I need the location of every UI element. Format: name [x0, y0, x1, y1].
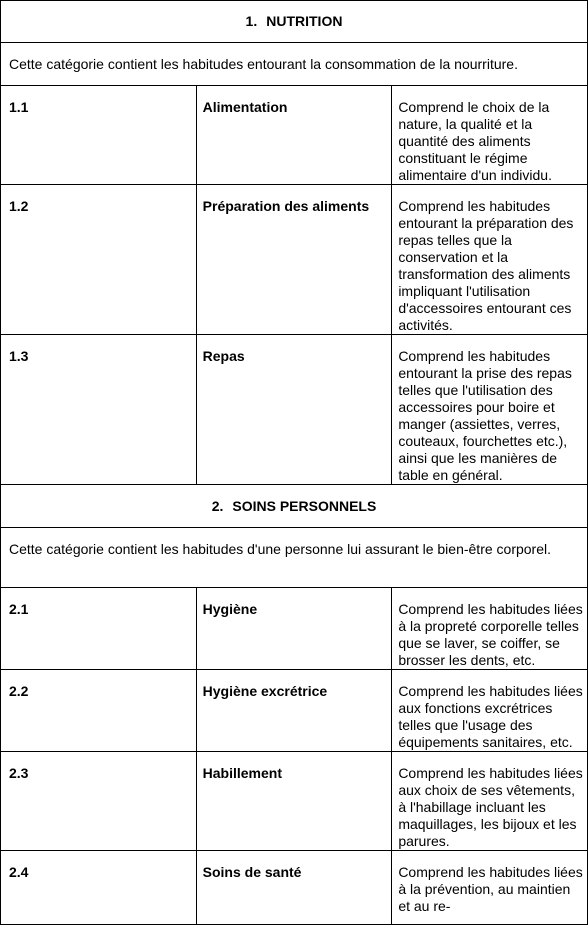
section-number: 2. — [211, 497, 224, 514]
row-name: Hygiène — [196, 588, 392, 670]
section-title: SOINS PERSONNELS — [232, 497, 377, 514]
section-intro-row — [1, 43, 588, 86]
row-name: Hygiène excrétrice — [196, 670, 392, 752]
row-number: 2.2 — [1, 670, 197, 752]
row-number: 2.1 — [1, 588, 197, 670]
section-title: NUTRITION — [266, 13, 343, 29]
section-intro: Cette catégorie contient les habitudes entourant la consommation de la nourriture. — [1, 43, 588, 86]
table-row — [1, 851, 588, 925]
section-header-row — [1, 1, 588, 43]
table-row — [1, 185, 588, 335]
section-header-row — [1, 485, 588, 528]
row-description: Comprend les habitudes liées à la propreté corporelle telles que se laver, se coiffer, se brosser les dents, etc. — [392, 588, 588, 670]
row-number: 1.3 — [1, 335, 197, 485]
row-description: Comprend les habitudes liées à la prévention, au maintien et au re- — [392, 851, 588, 925]
row-number: 2.4 — [1, 851, 197, 925]
row-description: Comprend le choix de la nature, la qualité et la quantité des aliments constituant le régime alimentaire d'un individu. — [392, 86, 588, 185]
section-number: 1. — [245, 13, 258, 29]
row-description: Comprend les habitudes liées aux fonctions excrétrices telles que l'usage des équipements sanitaires, etc. — [392, 670, 588, 752]
row-name: Alimentation — [196, 86, 392, 185]
table-row — [1, 588, 588, 670]
section-intro-row — [1, 528, 588, 588]
row-number: 1.1 — [1, 86, 197, 185]
table-row — [1, 752, 588, 851]
row-description: Comprend les habitudes liées aux choix de ses vêtements, à l'habillage incluant les maquillages, les bijoux et les parures. — [392, 752, 588, 851]
table-row — [1, 335, 588, 485]
row-name: Repas — [196, 335, 392, 485]
row-name: Préparation des aliments — [196, 185, 392, 335]
row-number: 1.2 — [1, 185, 197, 335]
row-number: 2.3 — [1, 752, 197, 851]
table-row — [1, 670, 588, 752]
section-header — [1, 485, 588, 528]
row-name: Soins de santé — [196, 851, 392, 925]
section-header — [1, 1, 588, 43]
row-description: Comprend les habitudes entourant la prise des repas telles que l'utilisation des accessoires pour boire et manger (assiettes, verres, couteaux, fourchettes etc.), ainsi que les manières de table en général. — [392, 335, 588, 485]
row-name: Habillement — [196, 752, 392, 851]
section-intro: Cette catégorie contient les habitudes d'une personne lui assurant le bien-être corporel. — [1, 528, 588, 588]
table-row — [1, 86, 588, 185]
row-description: Comprend les habitudes entourant la préparation des repas telles que la conservation et la transformation des aliments impliquant l'utilisation d'accessoires entourant ces activités. — [392, 185, 588, 335]
